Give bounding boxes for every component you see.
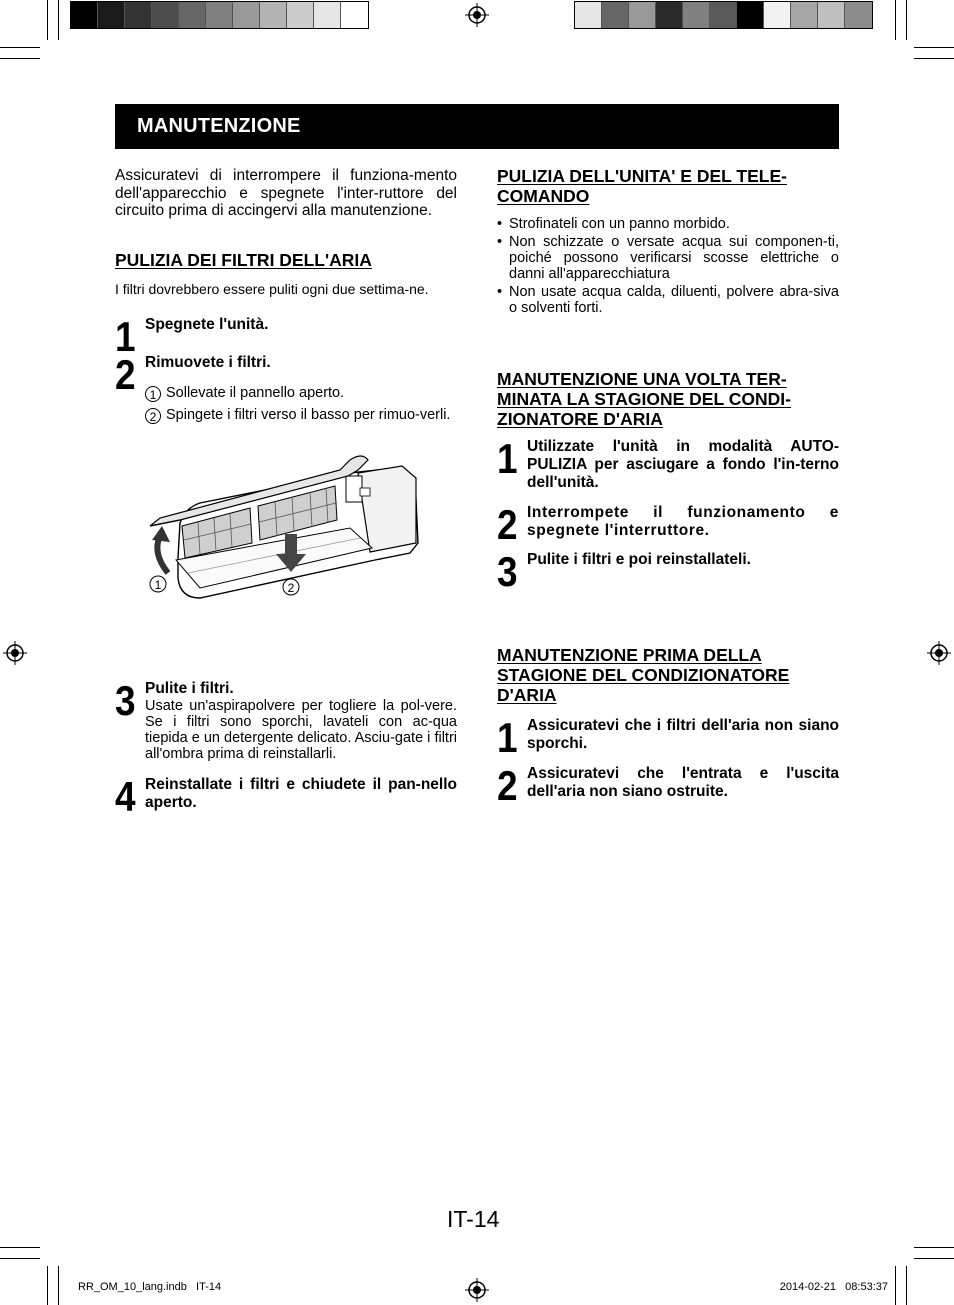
color-swatch (818, 2, 845, 28)
section-banner (115, 104, 839, 149)
page-number: IT-14 (447, 1206, 500, 1232)
color-swatch (845, 2, 872, 28)
color-swatch (575, 2, 602, 28)
left-column (115, 167, 457, 220)
step-number: 4 (115, 773, 136, 820)
registration-mark-bottom (465, 1278, 489, 1302)
number-circle-2: 2 (145, 408, 161, 424)
registration-mark-top (465, 3, 489, 27)
bullet-item: • Non schizzate o versate acqua sui componen-ti, poiché possono verificarsi scosse elettriche o danni all'apparecchiatura (497, 234, 839, 282)
filters-note: I filtri dovrebbero essere puliti ogni due settima-ne. (115, 281, 429, 297)
color-swatch (341, 2, 368, 28)
number-circle-1: 1 (145, 386, 161, 402)
end-season-heading: MANUTENZIONE UNA VOLTA TER-MINATA LA STAGIONE DEL CONDI-ZIONATORE D'ARIA (497, 369, 791, 429)
step-3-title: Pulite i filtri. (145, 680, 234, 697)
color-swatch (602, 2, 629, 28)
registration-mark-right (927, 641, 951, 665)
color-swatch (629, 2, 656, 28)
color-swatch (233, 2, 260, 28)
end-season-step-3 (497, 548, 839, 595)
bullet-item: • Strofinateli con un panno morbido. (497, 216, 839, 232)
step-text: Rimuovete i filtri. (145, 354, 271, 371)
substep-2 (145, 407, 457, 424)
color-bar-left (70, 1, 369, 29)
substep-1-text: Sollevate il pannello aperto. (166, 385, 345, 401)
step-text: Spegnete l'unità. (145, 316, 269, 333)
step-number: 1 (497, 714, 518, 761)
color-bar-right (574, 1, 873, 29)
registration-mark-left (3, 641, 27, 665)
color-swatch (314, 2, 341, 28)
unit-cleaning-bullets (497, 216, 839, 318)
step-text (145, 680, 457, 762)
color-swatch (125, 2, 152, 28)
step-3-detail: Usate un'aspirapolvere per togliere la pol-vere. Se i filtri sono sporchi, lavateli con ac-qua tiepida e un detergente delicato. Asciu-gate i filtri all'ombra prima di reinstallarli. (145, 698, 457, 762)
step-number: 2 (115, 351, 136, 398)
step-text: Utilizzate l'unità in modalità AUTO-PULIZIA per asciugare a fondo l'in-terno dell'unità. (527, 438, 839, 491)
callout-1: 1 (154, 578, 162, 592)
step-number: 1 (497, 435, 518, 482)
callout-2: 2 (287, 581, 295, 595)
color-swatch (656, 2, 683, 28)
unit-cleaning-heading: PULIZIA DELL'UNITA' E DEL TELE-COMANDO (497, 166, 787, 206)
filter-step-3 (115, 677, 457, 770)
color-swatch (98, 2, 125, 28)
substep-1 (145, 385, 457, 402)
end-season-step-2 (497, 501, 839, 548)
color-swatch (71, 2, 98, 28)
footer-filename: RR_OM_10_lang.indb IT-14 (78, 1281, 222, 1293)
step-number: 3 (115, 677, 136, 724)
step-text: Assicuratevi che l'entrata e l'uscita dell'aria non siano ostruite. (527, 765, 839, 800)
step-number: 1 (115, 313, 136, 360)
pre-season-step-1 (497, 714, 839, 761)
color-swatch (206, 2, 233, 28)
color-swatch (737, 2, 764, 28)
page-title: MANUTENZIONE (137, 115, 301, 137)
substep-2-text: Spingete i filtri verso il basso per rimuo-verli. (166, 407, 451, 423)
step-number: 2 (497, 762, 518, 809)
color-swatch (287, 2, 314, 28)
air-conditioner-illustration (140, 448, 425, 608)
filter-step-1 (115, 313, 457, 360)
color-swatch (179, 2, 206, 28)
step-number: 2 (497, 501, 518, 548)
filter-step-4 (115, 773, 457, 820)
pre-season-step-2 (497, 762, 839, 809)
filter-step-2 (115, 351, 457, 444)
color-swatch (260, 2, 287, 28)
color-swatch (683, 2, 710, 28)
pre-season-heading: MANUTENZIONE PRIMA DELLA STAGIONE DEL CONDIZIONATORE D'ARIA (497, 645, 790, 705)
color-swatch (791, 2, 818, 28)
footer-timestamp: 2014-02-21 08:53:37 (779, 1281, 888, 1293)
bullet-item: • Non usate acqua calda, diluenti, polvere abra-siva o solventi forti. (497, 284, 839, 316)
filters-heading: PULIZIA DEI FILTRI DELL'ARIA (115, 250, 372, 270)
step-text: Reinstallate i filtri e chiudete il pan-nello aperto. (145, 776, 457, 811)
step-text: Interrompete il funzionamento e spegnete l'interruttore. (527, 504, 839, 539)
intro-text: Assicuratevi di interrompere il funziona-mento dell'apparecchio e spegnete l'inter-ruttore del circuito prima di accingervi alla manutenzione. (115, 167, 457, 219)
color-swatch (764, 2, 791, 28)
end-season-step-1 (497, 435, 839, 498)
color-swatch (710, 2, 737, 28)
step-text: Assicuratevi che i filtri dell'aria non siano sporchi. (527, 717, 839, 752)
step-number: 3 (497, 548, 518, 595)
step-text: Pulite i filtri e poi reinstallateli. (527, 551, 751, 568)
color-swatch (152, 2, 179, 28)
